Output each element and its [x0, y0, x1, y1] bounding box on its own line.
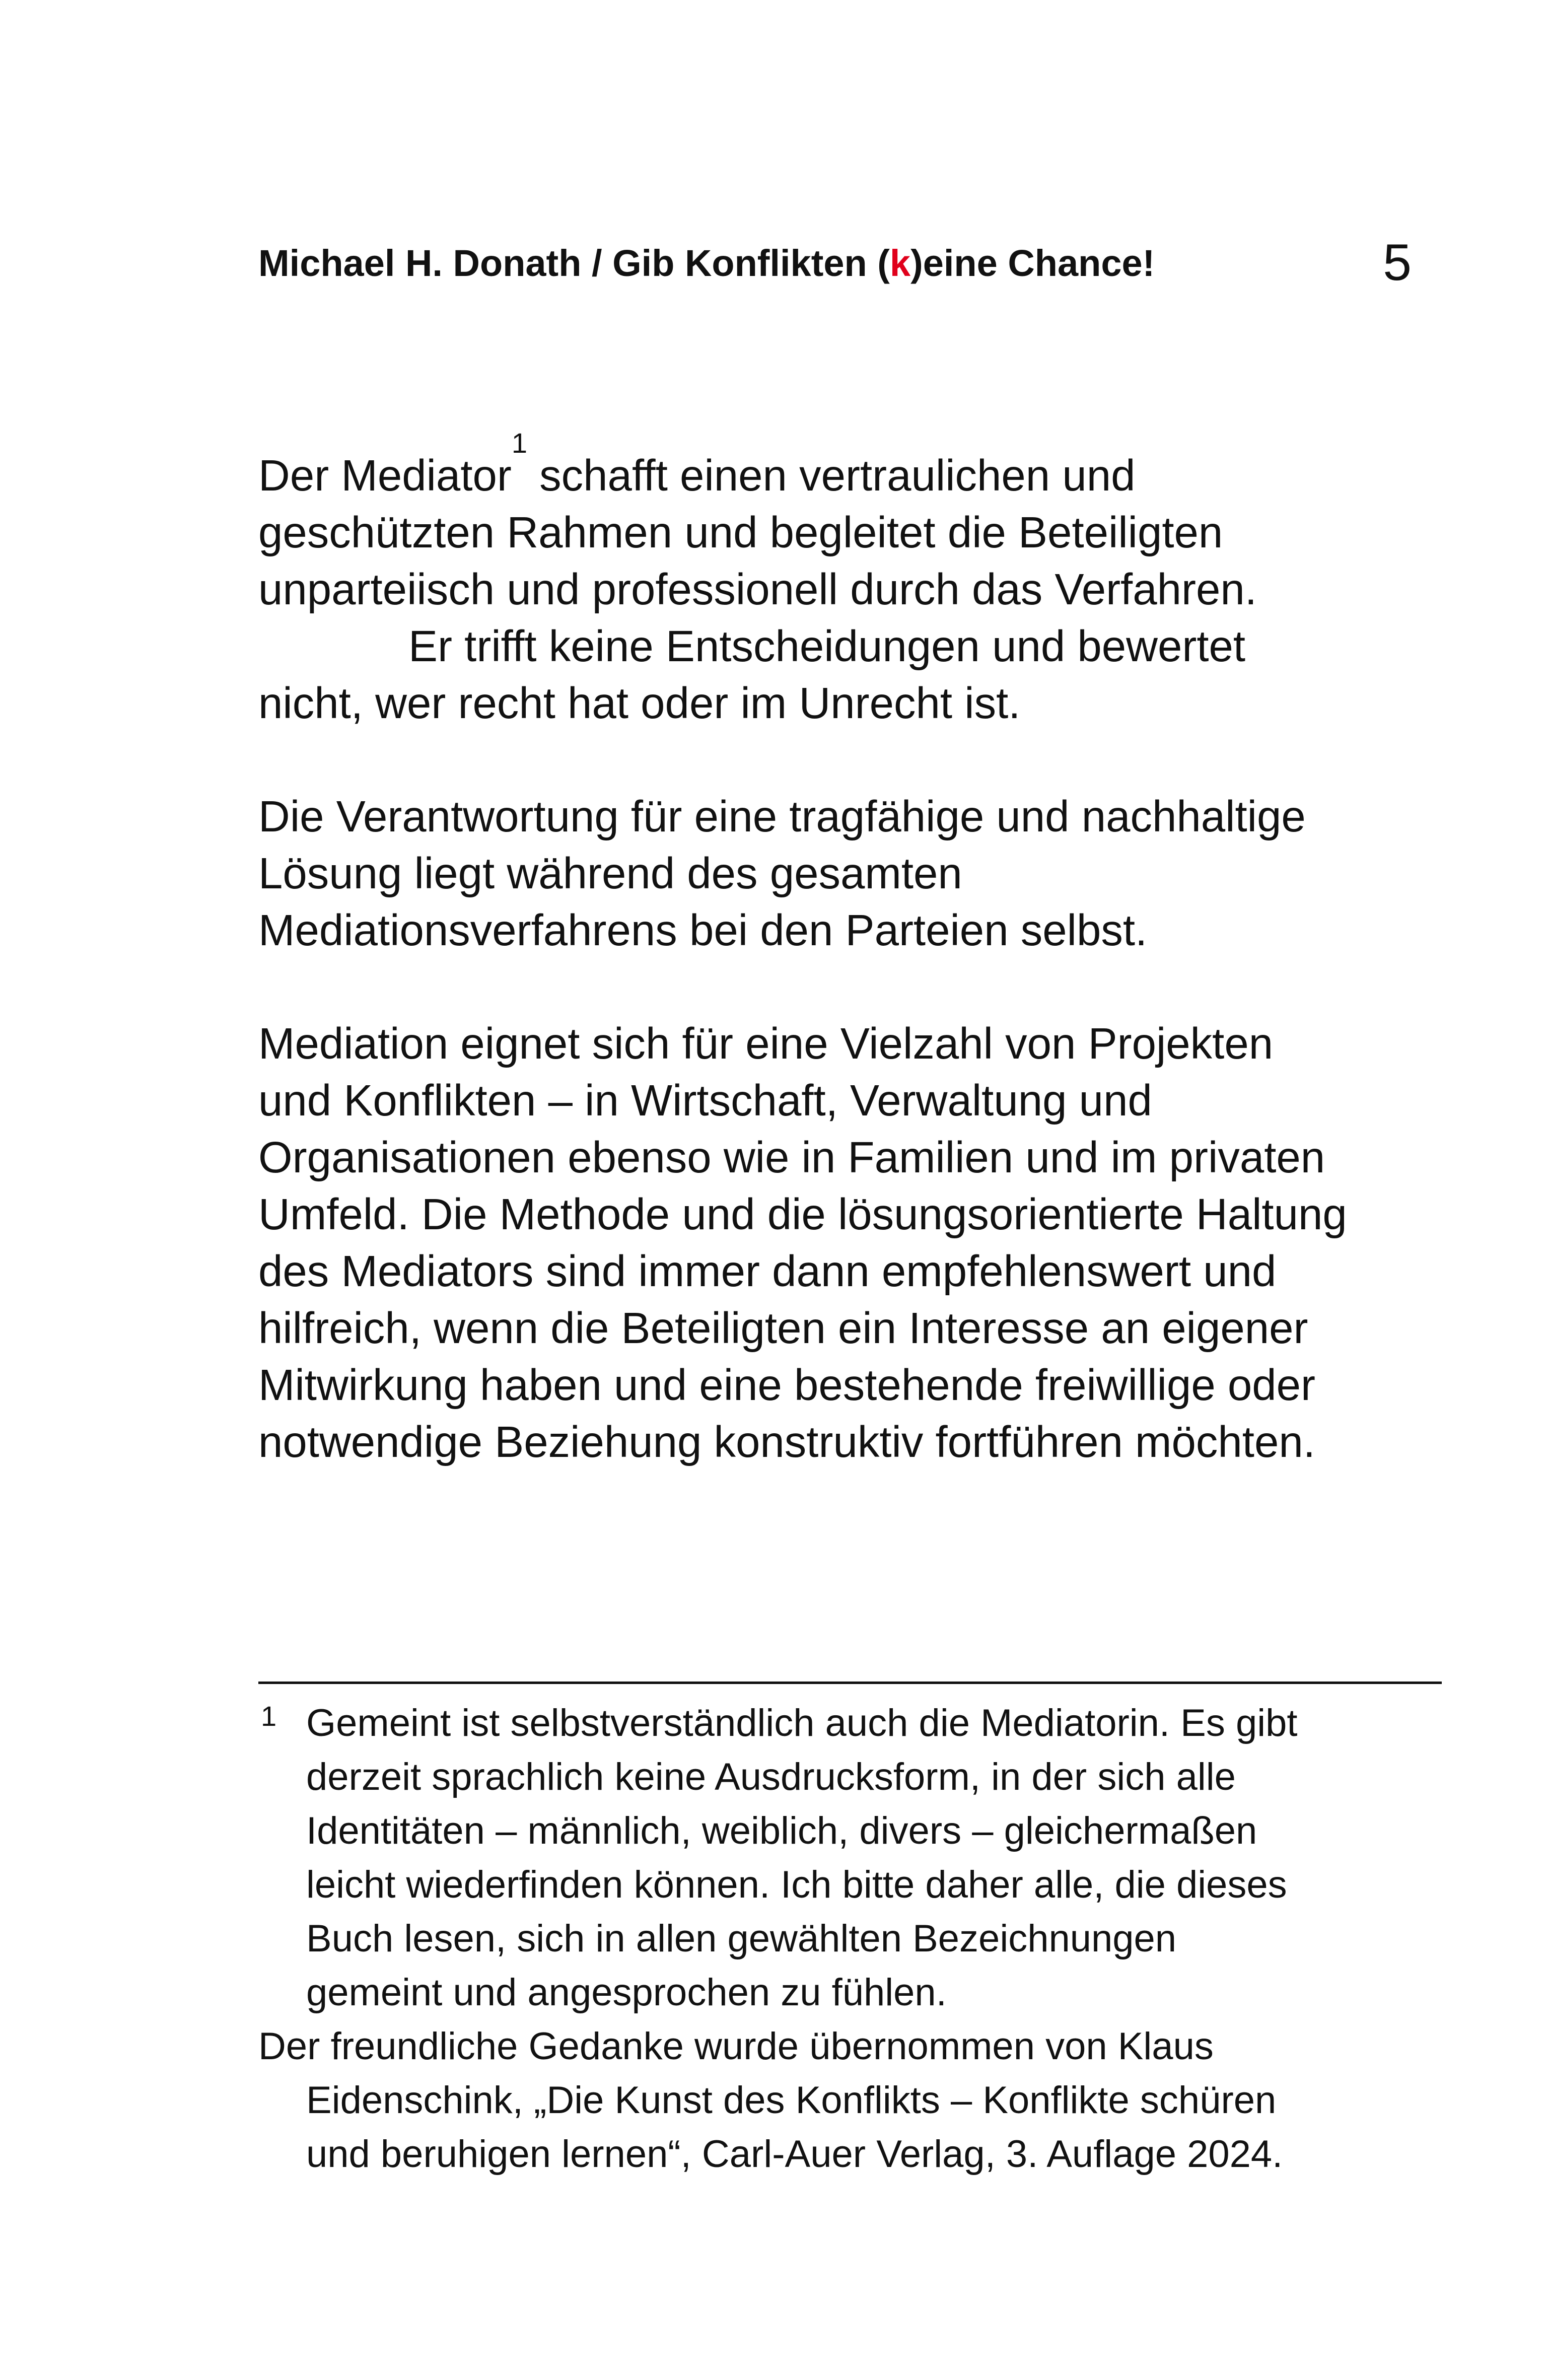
footnote-line-1: Gemeint ist selbstverständlich auch die Mediatorin. Es gibt [306, 1702, 1298, 1744]
footnote-credit-line-3: und beruhigen lernen“, Carl-Auer Verlag, 3. Auflage 2024. [306, 2133, 1283, 2176]
paragraph-1-line-4: Er trifft keine Entscheidungen und bewertet [408, 622, 1246, 671]
page-header [258, 234, 1412, 292]
paragraph-3-line-6: hilfreich, wenn die Beteiligten ein Interesse an eigener [258, 1304, 1308, 1353]
paragraph-2 [258, 788, 1432, 959]
paragraph-3-line-7: Mitwirkung haben und eine bestehende freiwillige oder [258, 1361, 1316, 1410]
paragraph-3-line-1: Mediation eignet sich für eine Vielzahl von Projekten [258, 1019, 1274, 1068]
paragraph-2-line-3: Mediationsverfahrens bei den Parteien selbst. [258, 906, 1148, 955]
footnote-credit-line-1: Der freundliche Gedanke wurde übernommen von Klaus [258, 2025, 1214, 2068]
footnotes [258, 1696, 1442, 2181]
paragraph-2-line-1: Die Verantwortung für eine tragfähige und nachhaltige [258, 792, 1306, 841]
page-number: 5 [1383, 234, 1412, 291]
footnote-line-3: Identitäten – männlich, weiblich, divers – gleichermaßen [306, 1809, 1257, 1852]
running-title-prefix: Michael H. Donath / Gib Konflikten ( [258, 242, 890, 284]
paragraph-3 [258, 1015, 1432, 1471]
paragraph-1-line-1-end: schafft einen vertraulichen und [527, 451, 1136, 500]
footnote-credit [258, 2019, 1442, 2181]
paragraph-1-line-5: nicht, wer recht hat oder im Unrecht ist. [258, 679, 1021, 728]
footnote-line-5: Buch lesen, sich in allen gewählten Bezeichnungen [306, 1917, 1177, 1960]
paragraph-1-line-2: geschützten Rahmen und begleitet die Beteiligten [258, 508, 1223, 557]
paragraph-3-line-2: und Konflikten – in Wirtschaft, Verwaltung und [258, 1076, 1152, 1125]
footnote-reference[interactable]: 1 [511, 427, 527, 459]
footnote-line-2: derzeit sprachlich keine Ausdrucksform, in der sich alle [306, 1756, 1236, 1798]
footnote-separator [258, 1682, 1442, 1684]
footnote-line-6: gemeint und angesprochen zu fühlen. [306, 1971, 947, 2014]
running-title [258, 243, 1155, 284]
paragraph-1-line-3: unparteiisch und professionell durch das Verfahren. [258, 565, 1257, 614]
footnote-1 [258, 1696, 1442, 2019]
paragraph-1-line-1-start: Der Mediator [258, 451, 512, 500]
paragraph-3-line-8: notwendige Beziehung konstruktiv fortführen möchten. [258, 1418, 1315, 1466]
paragraph-2-line-2: Lösung liegt während des gesamten [258, 849, 962, 898]
footnote-number: 1 [261, 1700, 277, 1732]
paragraph-3-line-5: des Mediators sind immer dann empfehlenswert und [258, 1247, 1277, 1296]
footnote-line-4: leicht wiederfinden können. Ich bitte daher alle, die dieses [306, 1863, 1287, 1906]
paragraph-3-line-3: Organisationen ebenso wie in Familien und im privaten [258, 1133, 1325, 1182]
paragraph-1 [258, 427, 1432, 732]
footnote-credit-line-2: Eidenschink, „Die Kunst des Konflikts – Konflikte schüren [306, 2079, 1277, 2122]
running-title-suffix: )eine Chance! [910, 242, 1155, 284]
paragraph-1-line-1 [258, 427, 1432, 504]
running-title-accent: k [889, 242, 911, 284]
paragraph-3-line-4: Umfeld. Die Methode und die lösungsorientierte Haltung [258, 1190, 1347, 1239]
body-text [258, 427, 1432, 1527]
